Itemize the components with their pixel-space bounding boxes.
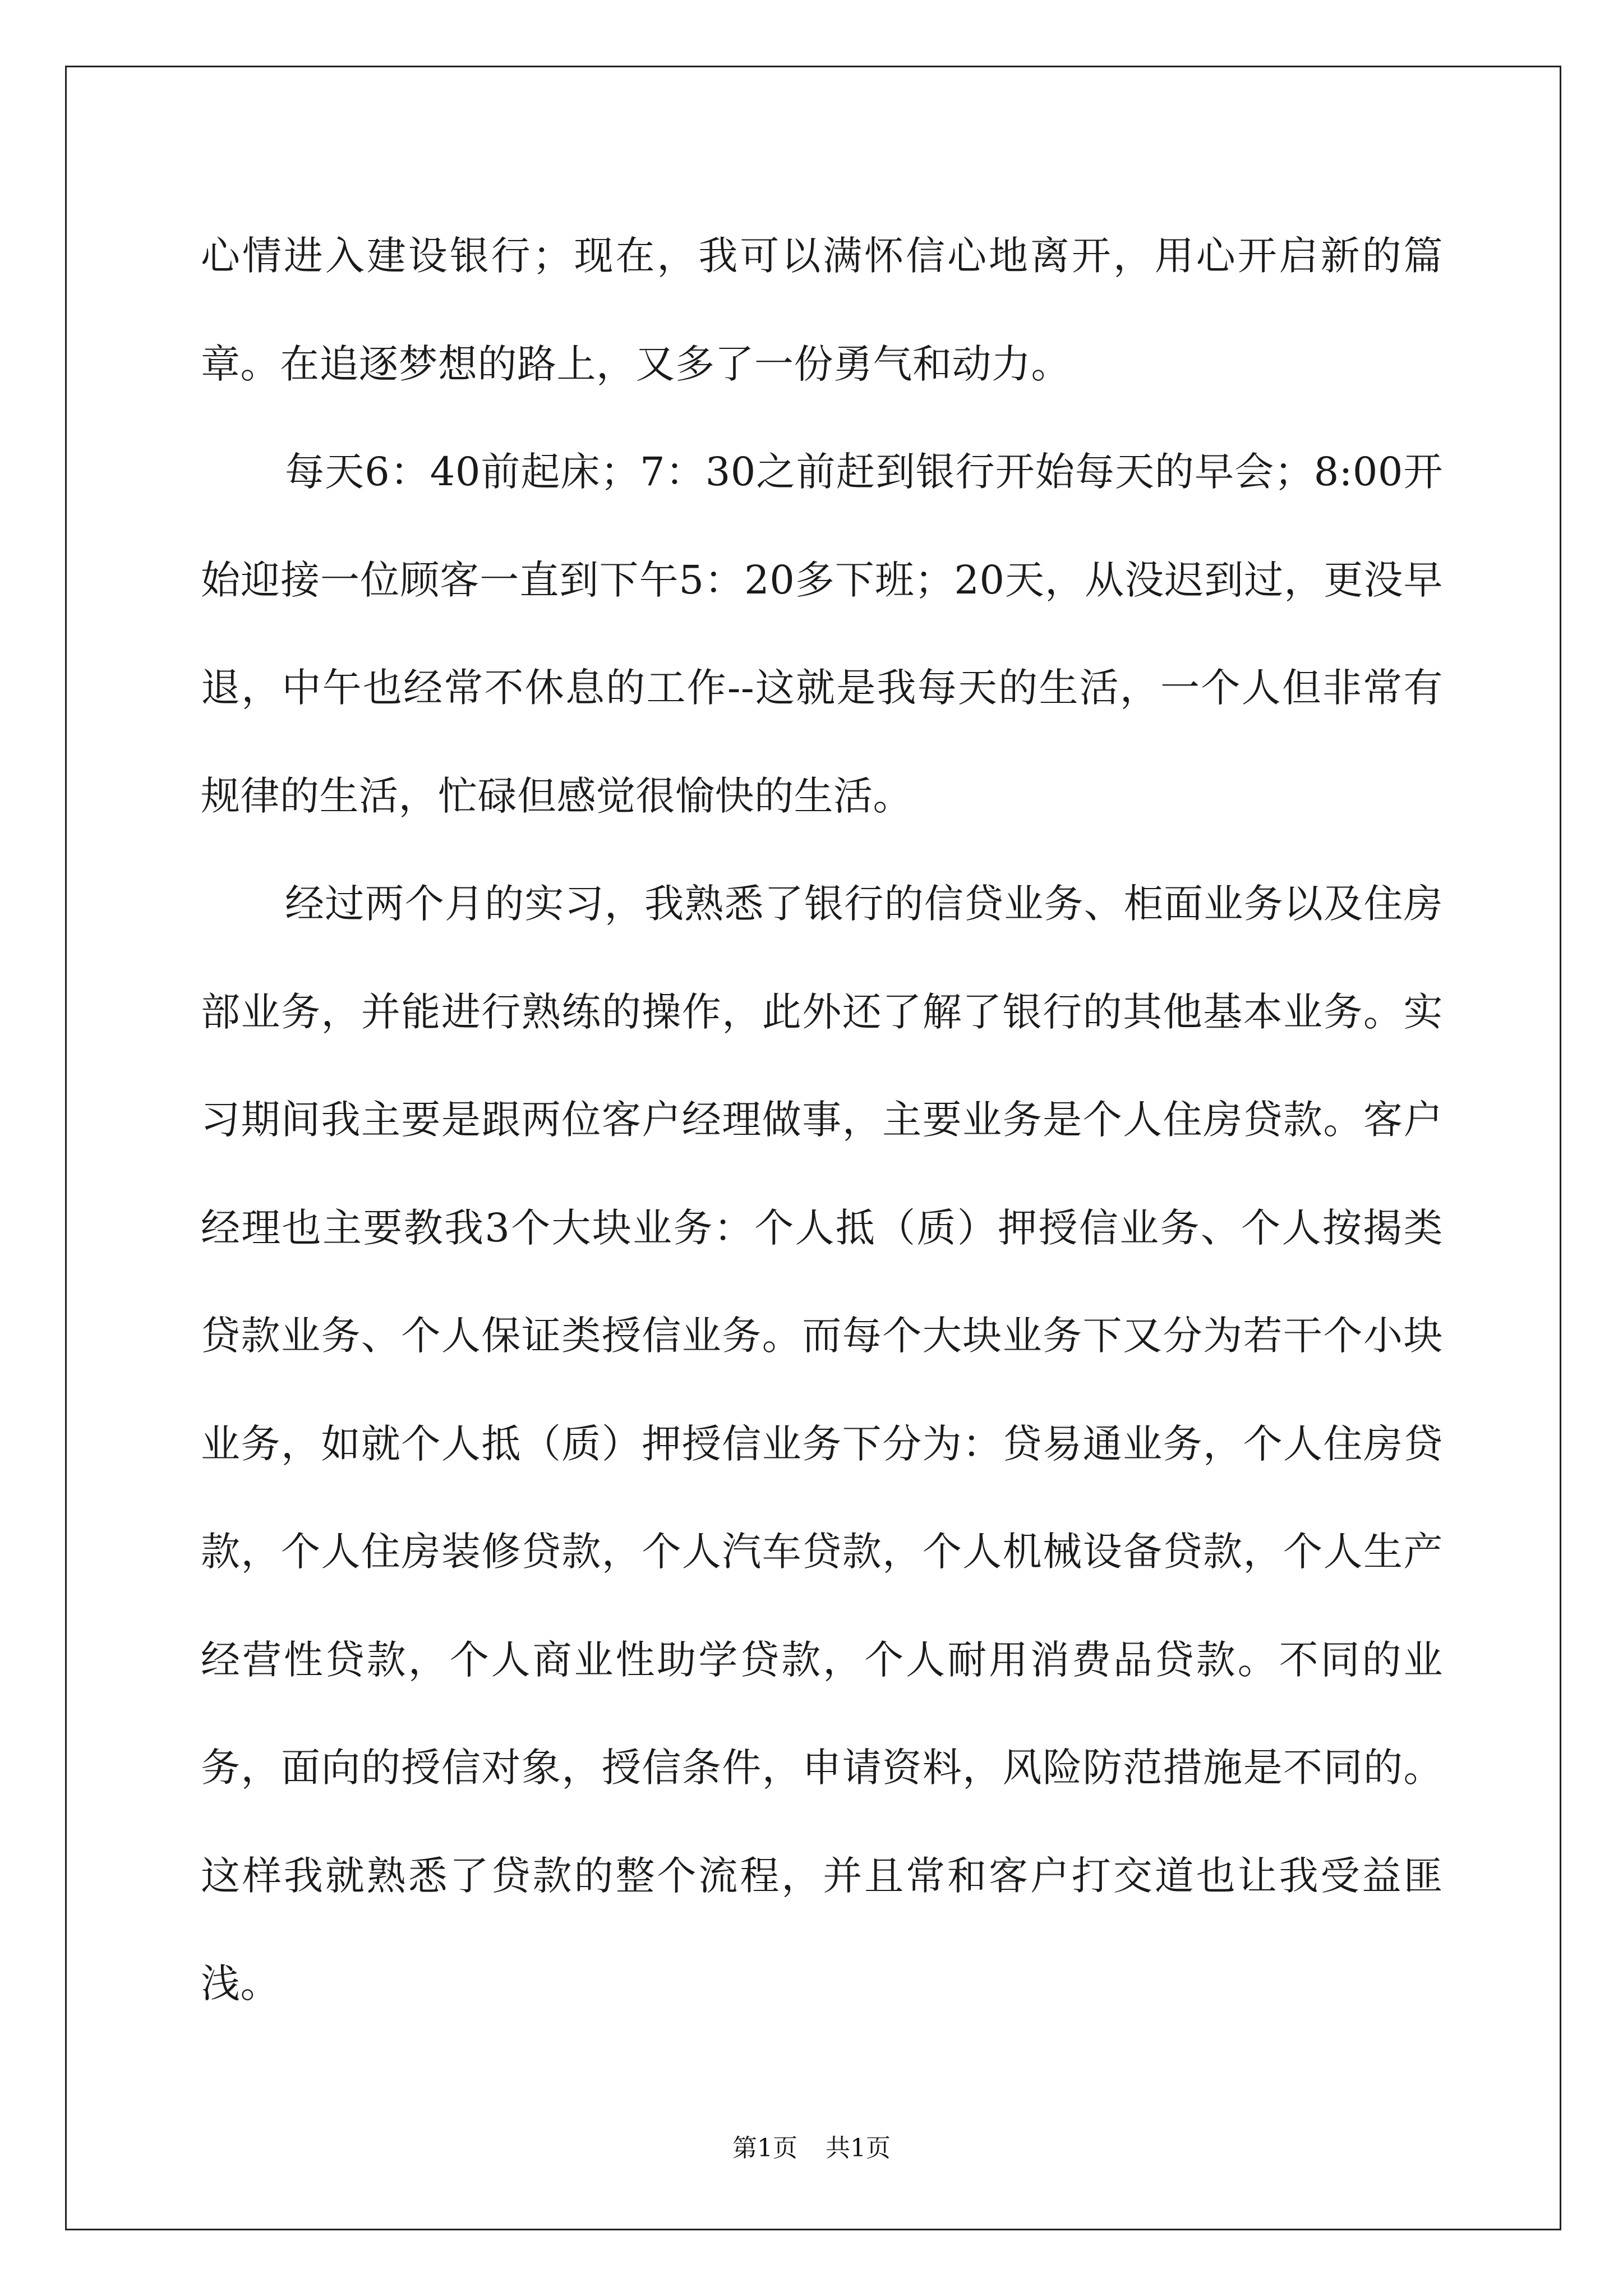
paragraph-3: 经过两个月的实习，我熟悉了银行的信贷业务、柜面业务以及住房部业务，并能进行熟练的操作，此外还了解了银行的其他基本业务。实习期间我主要是跟两位客户经理做事，主要业务是个人住房贷款。客户经理也主要教我3个大块业务：个人抵（质）押授信业务、个人按揭类贷款业务、个人保证类授信业务。而每个大块业务下又分为若干个小块业务，如就个人抵（质）押授信业务下分为：贷易通业务，个人住房贷款，个人住房装修贷款，个人汽车贷款，个人机械设备贷款，个人生产经营性贷款，个人商业性助学贷款，个人耐用消费品贷款。不同的业务，面向的授信对象，授信条件，申请资料，风险防范措施是不同的。这样我就熟悉了贷款的整个流程，并且常和客户打交道也让我受益匪浅。 [201,881,1443,2007]
paragraph-2: 每天6：40前起床；7：30之前赶到银行开始每天的早会；8:00开始迎接一位顾客一直到下午5：20多下班；20天，从没迟到过，更没早退，中午也经常不休息的工作--这就是我每天的生活，一个人但非常有规律的生活，忙碌但感觉很愉快的生活。 [201,449,1443,819]
document-body [201,202,1443,2038]
page-footer [0,2132,1623,2165]
paragraph-1: 心情进入建设银行；现在，我可以满怀信心地离开，用心开启新的篇章。在追逐梦想的路上，又多了一份勇气和动力。 [201,233,1443,387]
page-number-total: 共1页 [826,2134,891,2162]
page-number-current: 第1页 [732,2134,797,2162]
